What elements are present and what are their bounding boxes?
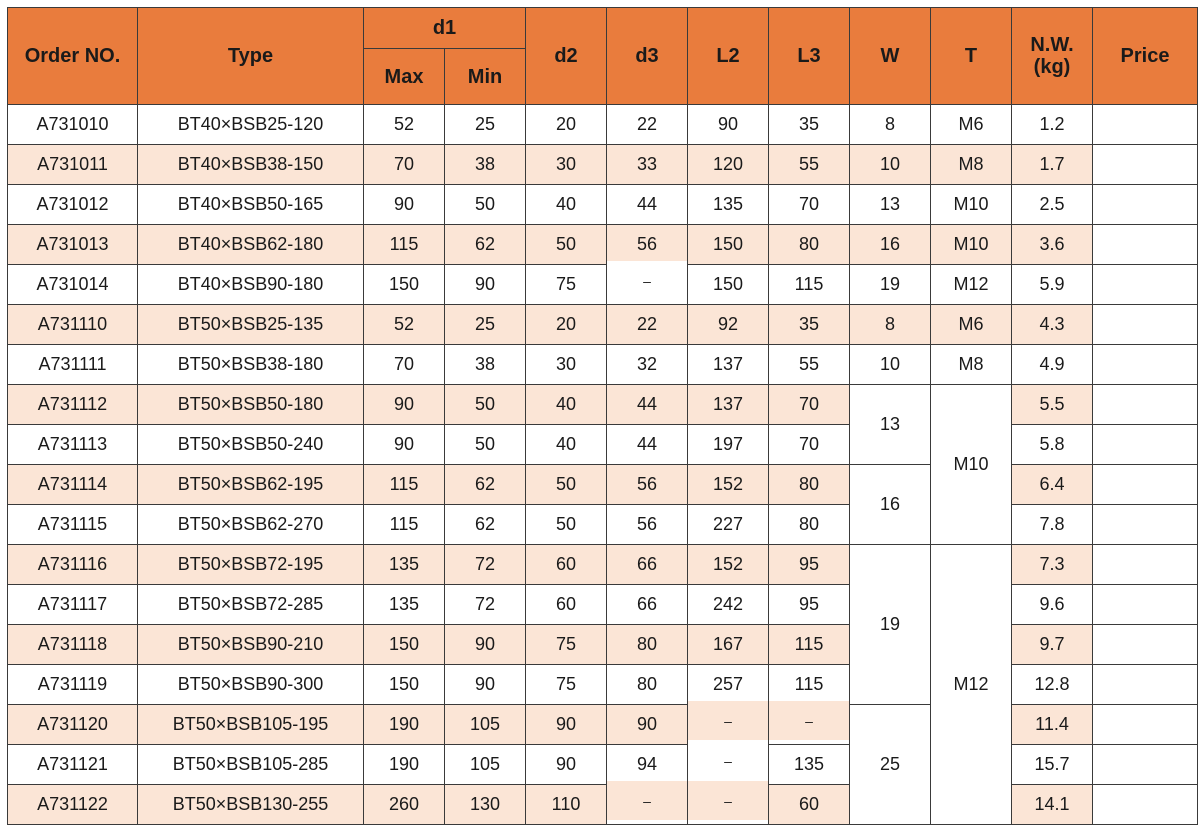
- cell-price: [1093, 425, 1198, 465]
- cell-min: 72: [445, 545, 526, 585]
- cell-type: BT50×BSB38-180: [138, 345, 364, 385]
- cell-order: A731112: [8, 385, 138, 425]
- table-row: [8, 305, 1198, 345]
- cell-w: 13: [850, 385, 931, 465]
- cell-l2: 150: [688, 225, 769, 265]
- cell-d2: 110: [526, 785, 607, 825]
- header-l2: L2: [688, 8, 769, 105]
- header-d1-min: Min: [445, 49, 526, 105]
- cell-w: 10: [850, 145, 931, 185]
- cell-type: BT50×BSB50-180: [138, 385, 364, 425]
- cell-price: [1093, 465, 1198, 505]
- cell-d2: 75: [526, 265, 607, 305]
- cell-nw: 14.1: [1012, 785, 1093, 825]
- cell-l3: –: [769, 701, 850, 741]
- table-row: [8, 345, 1198, 385]
- cell-d2: 90: [526, 705, 607, 745]
- cell-price: [1093, 385, 1198, 425]
- cell-nw: 1.7: [1012, 145, 1093, 185]
- cell-max: 70: [364, 345, 445, 385]
- cell-price: [1093, 625, 1198, 665]
- cell-order: A731013: [8, 225, 138, 265]
- cell-d3: 80: [607, 625, 688, 665]
- cell-l2: 227: [688, 505, 769, 545]
- table-row: [8, 465, 1198, 505]
- cell-d2: 40: [526, 425, 607, 465]
- cell-type: BT40×BSB38-150: [138, 145, 364, 185]
- cell-d2: 30: [526, 145, 607, 185]
- cell-type: BT50×BSB105-195: [138, 705, 364, 745]
- cell-l3: 70: [769, 385, 850, 425]
- cell-d3: 44: [607, 425, 688, 465]
- table-row: [8, 105, 1198, 145]
- cell-d2: 50: [526, 505, 607, 545]
- cell-type: BT50×BSB62-195: [138, 465, 364, 505]
- cell-l3: 35: [769, 105, 850, 145]
- cell-order: A731119: [8, 665, 138, 705]
- table-row: [8, 505, 1198, 545]
- cell-t: M8: [931, 145, 1012, 185]
- header-nw-line1: N.W.: [1030, 34, 1074, 56]
- header-l3: L3: [769, 8, 850, 105]
- spec-table: [7, 7, 1198, 825]
- cell-max: 115: [364, 505, 445, 545]
- cell-price: [1093, 705, 1198, 745]
- cell-d2: 40: [526, 385, 607, 425]
- cell-type: BT50×BSB72-285: [138, 585, 364, 625]
- cell-l2: 197: [688, 425, 769, 465]
- cell-d2: 75: [526, 665, 607, 705]
- cell-nw: 12.8: [1012, 665, 1093, 705]
- cell-order: A731115: [8, 505, 138, 545]
- cell-nw: 1.2: [1012, 105, 1093, 145]
- table-row: [8, 665, 1198, 705]
- cell-order: A731117: [8, 585, 138, 625]
- cell-min: 90: [445, 665, 526, 705]
- cell-t: M6: [931, 105, 1012, 145]
- table-row: [8, 785, 1198, 825]
- cell-l2: 137: [688, 385, 769, 425]
- cell-l3: 95: [769, 585, 850, 625]
- cell-max: 260: [364, 785, 445, 825]
- cell-l3: 115: [769, 625, 850, 665]
- cell-max: 150: [364, 665, 445, 705]
- cell-l3: 115: [769, 265, 850, 305]
- cell-d2: 75: [526, 625, 607, 665]
- cell-d2: 50: [526, 465, 607, 505]
- cell-order: A731010: [8, 105, 138, 145]
- cell-type: BT50×BSB130-255: [138, 785, 364, 825]
- cell-price: [1093, 225, 1198, 265]
- cell-w: 19: [850, 265, 931, 305]
- cell-l2: 135: [688, 185, 769, 225]
- cell-order: A731120: [8, 705, 138, 745]
- cell-l2: 150: [688, 265, 769, 305]
- table-row: [8, 545, 1198, 585]
- cell-max: 115: [364, 465, 445, 505]
- cell-d3: 44: [607, 185, 688, 225]
- cell-max: 52: [364, 305, 445, 345]
- cell-d3: 80: [607, 665, 688, 705]
- cell-max: 135: [364, 585, 445, 625]
- cell-min: 50: [445, 425, 526, 465]
- cell-price: [1093, 105, 1198, 145]
- cell-nw: 11.4: [1012, 705, 1093, 745]
- cell-nw: 5.8: [1012, 425, 1093, 465]
- cell-d3: 33: [607, 145, 688, 185]
- cell-price: [1093, 785, 1198, 825]
- cell-t: M12: [931, 265, 1012, 305]
- cell-min: 62: [445, 465, 526, 505]
- cell-price: [1093, 185, 1198, 225]
- cell-min: 38: [445, 345, 526, 385]
- header-d2: d2: [526, 8, 607, 105]
- cell-min: 105: [445, 745, 526, 785]
- cell-l2: 137: [688, 345, 769, 385]
- cell-d2: 90: [526, 745, 607, 785]
- cell-nw: 3.6: [1012, 225, 1093, 265]
- table-row: [8, 745, 1198, 785]
- cell-nw: 4.3: [1012, 305, 1093, 345]
- cell-type: BT50×BSB90-210: [138, 625, 364, 665]
- cell-max: 190: [364, 745, 445, 785]
- cell-min: 50: [445, 385, 526, 425]
- table-header: [8, 8, 1198, 105]
- cell-w: 8: [850, 105, 931, 145]
- cell-type: BT50×BSB90-300: [138, 665, 364, 705]
- cell-min: 50: [445, 185, 526, 225]
- header-d3: d3: [607, 8, 688, 105]
- cell-d2: 20: [526, 105, 607, 145]
- table-row: [8, 265, 1198, 305]
- cell-d2: 60: [526, 585, 607, 625]
- cell-d3: –: [607, 781, 688, 821]
- cell-max: 115: [364, 225, 445, 265]
- cell-max: 150: [364, 625, 445, 665]
- cell-l3: 115: [769, 665, 850, 705]
- cell-d3: 22: [607, 105, 688, 145]
- cell-max: 90: [364, 185, 445, 225]
- cell-l2: 152: [688, 545, 769, 585]
- table-row: [8, 705, 1198, 745]
- cell-l3: 60: [769, 785, 850, 825]
- cell-d3: 90: [607, 705, 688, 745]
- cell-l3: 80: [769, 225, 850, 265]
- cell-l2: –: [688, 781, 769, 821]
- cell-type: BT40×BSB62-180: [138, 225, 364, 265]
- cell-l2: 257: [688, 665, 769, 705]
- cell-l2: 92: [688, 305, 769, 345]
- cell-order: A731113: [8, 425, 138, 465]
- cell-order: A731110: [8, 305, 138, 345]
- cell-max: 190: [364, 705, 445, 745]
- cell-nw: 5.9: [1012, 265, 1093, 305]
- header-d1: d1: [364, 8, 526, 49]
- cell-price: [1093, 665, 1198, 705]
- cell-t: M8: [931, 345, 1012, 385]
- table-row: [8, 225, 1198, 265]
- cell-d2: 20: [526, 305, 607, 345]
- header-price: Price: [1093, 8, 1198, 105]
- cell-min: 38: [445, 145, 526, 185]
- cell-type: BT40×BSB50-165: [138, 185, 364, 225]
- cell-l3: 95: [769, 545, 850, 585]
- cell-d3: 56: [607, 225, 688, 265]
- cell-l2: 90: [688, 105, 769, 145]
- cell-w: 10: [850, 345, 931, 385]
- cell-min: 25: [445, 305, 526, 345]
- cell-t: M10: [931, 185, 1012, 225]
- cell-price: [1093, 145, 1198, 185]
- cell-price: [1093, 745, 1198, 785]
- cell-l3: 35: [769, 305, 850, 345]
- header-order-no: Order NO.: [8, 8, 138, 105]
- cell-nw: 9.7: [1012, 625, 1093, 665]
- header-nw-line2: (kg): [1033, 56, 1071, 78]
- cell-min: 25: [445, 105, 526, 145]
- cell-price: [1093, 585, 1198, 625]
- cell-w: 16: [850, 225, 931, 265]
- cell-min: 62: [445, 505, 526, 545]
- table-row: [8, 185, 1198, 225]
- cell-nw: 7.3: [1012, 545, 1093, 585]
- cell-type: BT40×BSB25-120: [138, 105, 364, 145]
- cell-order: A731121: [8, 745, 138, 785]
- cell-d3: 56: [607, 465, 688, 505]
- cell-l2: 242: [688, 585, 769, 625]
- cell-d3: 32: [607, 345, 688, 385]
- cell-price: [1093, 305, 1198, 345]
- cell-price: [1093, 345, 1198, 385]
- cell-w: 16: [850, 465, 931, 545]
- cell-l2: –: [688, 701, 769, 741]
- cell-nw: 15.7: [1012, 745, 1093, 785]
- cell-min: 62: [445, 225, 526, 265]
- cell-order: A731014: [8, 265, 138, 305]
- table-row: [8, 145, 1198, 185]
- cell-max: 135: [364, 545, 445, 585]
- cell-l2: 152: [688, 465, 769, 505]
- cell-price: [1093, 545, 1198, 585]
- cell-l2: 120: [688, 145, 769, 185]
- cell-nw: 7.8: [1012, 505, 1093, 545]
- cell-order: A731012: [8, 185, 138, 225]
- cell-t: M10: [931, 225, 1012, 265]
- cell-type: BT50×BSB62-270: [138, 505, 364, 545]
- cell-max: 90: [364, 385, 445, 425]
- cell-order: A731122: [8, 785, 138, 825]
- cell-l3: 55: [769, 145, 850, 185]
- header-d1-max: Max: [364, 49, 445, 105]
- cell-type: BT50×BSB50-240: [138, 425, 364, 465]
- table-row: [8, 385, 1198, 425]
- cell-max: 90: [364, 425, 445, 465]
- cell-type: BT50×BSB72-195: [138, 545, 364, 585]
- cell-min: 105: [445, 705, 526, 745]
- cell-t: M12: [931, 545, 1012, 825]
- cell-d3: 66: [607, 585, 688, 625]
- header-t: T: [931, 8, 1012, 105]
- cell-min: 72: [445, 585, 526, 625]
- cell-order: A731011: [8, 145, 138, 185]
- table-row: [8, 625, 1198, 665]
- cell-max: 52: [364, 105, 445, 145]
- table-body: [8, 105, 1198, 825]
- cell-min: 90: [445, 265, 526, 305]
- cell-l3: 135: [769, 745, 850, 785]
- header-nw: [1012, 8, 1093, 105]
- cell-max: 70: [364, 145, 445, 185]
- spec-table-container: [7, 7, 1198, 825]
- cell-l2: 167: [688, 625, 769, 665]
- cell-d2: 50: [526, 225, 607, 265]
- cell-l2: –: [688, 741, 769, 781]
- cell-min: 130: [445, 785, 526, 825]
- cell-price: [1093, 265, 1198, 305]
- cell-nw: 5.5: [1012, 385, 1093, 425]
- cell-d3: 22: [607, 305, 688, 345]
- cell-l3: 80: [769, 465, 850, 505]
- cell-nw: 9.6: [1012, 585, 1093, 625]
- cell-type: BT50×BSB25-135: [138, 305, 364, 345]
- cell-d3: –: [607, 261, 688, 301]
- cell-d2: 30: [526, 345, 607, 385]
- cell-type: BT50×BSB105-285: [138, 745, 364, 785]
- cell-d2: 60: [526, 545, 607, 585]
- cell-t: M6: [931, 305, 1012, 345]
- cell-order: A731118: [8, 625, 138, 665]
- cell-order: A731116: [8, 545, 138, 585]
- cell-d3: 94: [607, 745, 688, 785]
- cell-w: 8: [850, 305, 931, 345]
- cell-nw: 6.4: [1012, 465, 1093, 505]
- cell-order: A731111: [8, 345, 138, 385]
- cell-nw: 4.9: [1012, 345, 1093, 385]
- header-type: Type: [138, 8, 364, 105]
- cell-order: A731114: [8, 465, 138, 505]
- cell-w: 25: [850, 705, 931, 825]
- cell-d2: 40: [526, 185, 607, 225]
- cell-l3: 70: [769, 185, 850, 225]
- cell-w: 19: [850, 545, 931, 705]
- cell-max: 150: [364, 265, 445, 305]
- cell-l3: 70: [769, 425, 850, 465]
- table-row: [8, 425, 1198, 465]
- cell-l3: 80: [769, 505, 850, 545]
- cell-t: M10: [931, 385, 1012, 545]
- cell-w: 13: [850, 185, 931, 225]
- cell-nw: 2.5: [1012, 185, 1093, 225]
- cell-l3: 55: [769, 345, 850, 385]
- cell-type: BT40×BSB90-180: [138, 265, 364, 305]
- cell-d3: 56: [607, 505, 688, 545]
- cell-min: 90: [445, 625, 526, 665]
- cell-price: [1093, 505, 1198, 545]
- cell-d3: 44: [607, 385, 688, 425]
- table-row: [8, 585, 1198, 625]
- cell-d3: 66: [607, 545, 688, 585]
- header-w: W: [850, 8, 931, 105]
